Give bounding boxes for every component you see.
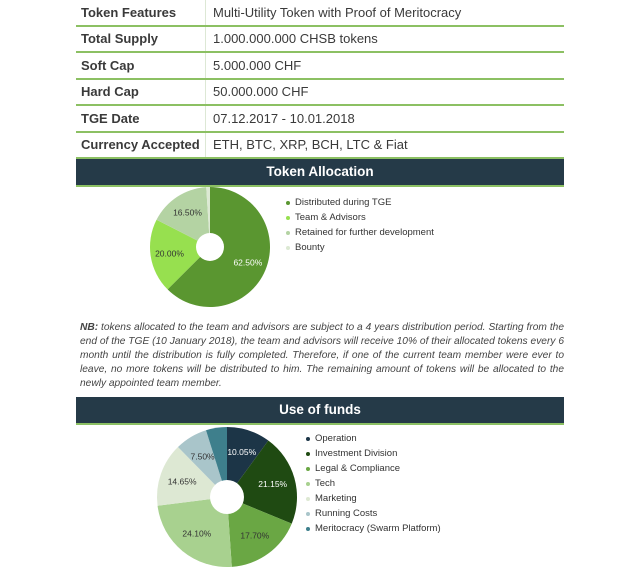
pie-center-hole: [196, 233, 224, 261]
table-row: [76, 0, 564, 27]
token-allocation-chart-area: [76, 187, 564, 319]
token-allocation-legend: [286, 195, 434, 255]
allocation-note: [76, 319, 564, 397]
legend-label: Meritocracy (Swarm Platform): [315, 523, 441, 534]
legend-swatch-icon: [306, 467, 310, 471]
legend-item: [286, 225, 434, 240]
token-allocation-banner: Token Allocation: [76, 159, 564, 187]
pie-data-label: 16.50%: [173, 207, 202, 218]
use-of-funds-legend: [306, 431, 441, 536]
token-details-table: [76, 0, 564, 159]
pie-data-label: 20.00%: [155, 248, 184, 259]
legend-item: [286, 240, 434, 255]
legend-label: Legal & Compliance: [315, 463, 401, 474]
row-value: 1.000.000.000 CHSB tokens: [213, 31, 378, 47]
use-of-funds-banner: Use of funds: [76, 397, 564, 425]
note-prefix: NB:: [80, 322, 99, 333]
legend-label: Operation: [315, 433, 357, 444]
legend-swatch-icon: [306, 512, 310, 516]
legend-label: Running Costs: [315, 508, 378, 519]
legend-label: Marketing: [315, 493, 357, 504]
pie-data-label: 21.15%: [258, 479, 288, 490]
row-value: ETH, BTC, XRP, BCH, LTC & Fiat: [213, 137, 408, 153]
row-value: 5.000.000 CHF: [213, 57, 302, 73]
token-sale-document: [76, 0, 564, 575]
legend-label: Investment Division: [315, 448, 398, 459]
legend-item: [286, 195, 434, 210]
legend-label: Retained for further development: [295, 227, 434, 238]
use-of-funds-chart-area: [76, 425, 564, 575]
table-row: [76, 27, 564, 54]
pie-data-label: 7.50%: [190, 451, 215, 462]
row-label: Total Supply: [76, 27, 206, 52]
legend-swatch-icon: [306, 482, 310, 486]
legend-item: [306, 461, 441, 476]
legend-label: Distributed during TGE: [295, 197, 392, 208]
legend-item: [306, 476, 441, 491]
table-row: [76, 106, 564, 133]
row-label: Token Features: [76, 0, 206, 25]
table-row: [76, 80, 564, 107]
note-text: tokens allocated to the team and advisors are subject to a 4 years distribution period. Starting from the end of the TGE (10 January 2018), the team and advisors will receive 10% of their allocated tokens every 6 month until the distribution is fully completed. Therefore, if one of the current team member were ever to leave, no more tokens will be distributed to him. The remaining amount of tokens will be allocated to the newly appointed team member.: [80, 322, 564, 389]
pie-data-label: 17.70%: [240, 530, 270, 541]
table-row: [76, 53, 564, 80]
legend-swatch-icon: [286, 231, 290, 235]
legend-swatch-icon: [306, 497, 310, 501]
row-label: Hard Cap: [76, 80, 206, 105]
row-value: 07.12.2017 - 10.01.2018: [213, 110, 355, 126]
row-value: 50.000.000 CHF: [213, 84, 309, 100]
row-label: TGE Date: [76, 106, 206, 131]
legend-label: Tech: [315, 478, 336, 489]
pie-data-label: 24.10%: [182, 528, 212, 539]
legend-swatch-icon: [306, 437, 310, 441]
table-row: [76, 133, 564, 160]
legend-item: [306, 521, 441, 536]
legend-label: Bounty: [295, 242, 325, 253]
legend-item: [306, 506, 441, 521]
legend-label: Team & Advisors: [295, 212, 366, 223]
legend-item: [306, 446, 441, 461]
row-label: Currency Accepted: [76, 133, 206, 158]
pie-center-hole: [210, 480, 244, 514]
legend-item: [306, 491, 441, 506]
legend-swatch-icon: [306, 452, 310, 456]
pie-data-label: 10.05%: [227, 446, 257, 457]
legend-swatch-icon: [286, 201, 290, 205]
row-value: Multi-Utility Token with Proof of Meritocracy: [213, 4, 462, 20]
pie-data-label: 14.65%: [167, 476, 197, 487]
legend-item: [306, 431, 441, 446]
legend-swatch-icon: [286, 216, 290, 220]
pie-data-label: 62.50%: [233, 257, 263, 268]
legend-swatch-icon: [286, 246, 290, 250]
legend-item: [286, 210, 434, 225]
legend-swatch-icon: [306, 527, 310, 531]
row-label: Soft Cap: [76, 53, 206, 78]
